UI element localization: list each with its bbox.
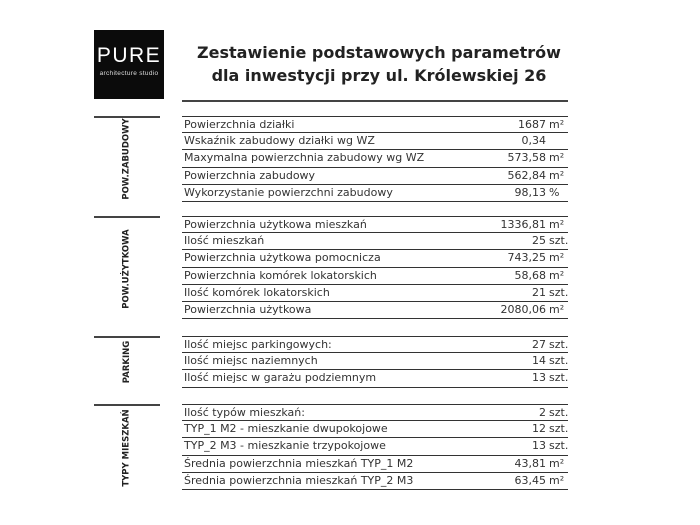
title-line-2: dla inwestycji przy ul. Królewskiej 26 bbox=[211, 66, 547, 85]
table-row bbox=[182, 473, 568, 490]
table-row bbox=[182, 285, 568, 302]
row-value: 13 bbox=[532, 439, 546, 453]
section-1 bbox=[94, 216, 568, 320]
row-value: 573,58 bbox=[507, 151, 546, 165]
section-label-text: POW.UŻYTKOWA bbox=[122, 229, 133, 309]
section-rows bbox=[182, 336, 568, 388]
row-label: Maxymalna powierzchnia zabudowy wg WZ bbox=[184, 151, 425, 165]
row-unit: szt. bbox=[549, 338, 569, 351]
table-row bbox=[182, 250, 568, 267]
row-unit: m² bbox=[549, 218, 565, 231]
row-unit: szt. bbox=[549, 285, 569, 299]
row-label: Wykorzystanie powierzchni zabudowy bbox=[184, 185, 393, 199]
section-rows bbox=[182, 404, 568, 490]
section-rows bbox=[182, 216, 568, 319]
row-value: 743,25 bbox=[507, 251, 546, 265]
row-label: Powierzchnia użytkowa pomocnicza bbox=[184, 251, 381, 265]
row-value: 14 bbox=[532, 354, 546, 368]
row-value: 1336,81 bbox=[500, 218, 546, 231]
row-label: Ilość miejsc naziemnych bbox=[184, 354, 318, 368]
row-label: Średnia powierzchnia mieszkań TYP_2 M3 bbox=[184, 473, 414, 487]
table-row bbox=[182, 404, 568, 421]
logo-name: PURE bbox=[96, 44, 162, 67]
row-value: 43,81 bbox=[514, 456, 546, 470]
row-value: 1687 bbox=[518, 118, 546, 131]
row-unit: m² bbox=[549, 151, 565, 165]
table-row bbox=[182, 133, 568, 150]
logo-subtitle: architecture studio bbox=[99, 70, 159, 77]
table-row bbox=[182, 185, 568, 202]
row-label: Ilość miejsc parkingowych: bbox=[184, 338, 332, 351]
row-label: Ilość mieszkań bbox=[184, 234, 265, 248]
table-row bbox=[182, 302, 568, 319]
row-value: 13 bbox=[532, 371, 546, 385]
row-value: 58,68 bbox=[514, 268, 546, 282]
section-2 bbox=[94, 336, 568, 386]
row-unit: m² bbox=[549, 473, 565, 487]
table-row bbox=[182, 421, 568, 438]
row-label: Średnia powierzchnia mieszkań TYP_1 M2 bbox=[184, 456, 414, 470]
row-value: 12 bbox=[532, 422, 546, 436]
table-row bbox=[182, 216, 568, 233]
row-label: Wskaźnik zabudowy działki wg WZ bbox=[184, 134, 375, 148]
row-value: 21 bbox=[532, 285, 546, 299]
title-line-1: Zestawienie podstawowych parametrów bbox=[197, 43, 561, 62]
row-label: Powierzchnia komórek lokatorskich bbox=[184, 268, 377, 282]
row-label: Ilość typów mieszkań: bbox=[184, 406, 305, 419]
row-unit: szt. bbox=[549, 234, 569, 248]
row-label: Powierzchnia użytkowa bbox=[184, 302, 312, 316]
row-value: 98,13 bbox=[514, 185, 546, 199]
section-label-text: POW.ZABUDOWY bbox=[122, 118, 132, 200]
row-value: 0,34 bbox=[521, 134, 546, 148]
section-label bbox=[94, 338, 160, 386]
row-unit: m² bbox=[549, 302, 565, 316]
table-row bbox=[182, 438, 568, 455]
row-unit: szt. bbox=[549, 354, 569, 368]
row-label: Ilość miejsc w garażu podziemnym bbox=[184, 371, 377, 385]
table-row bbox=[182, 233, 568, 250]
row-unit: m² bbox=[549, 168, 565, 182]
row-label: Powierzchnia działki bbox=[184, 118, 295, 131]
table-row bbox=[182, 116, 568, 133]
row-value: 25 bbox=[532, 234, 546, 248]
row-value: 562,84 bbox=[507, 168, 546, 182]
table-row bbox=[182, 456, 568, 473]
table-row bbox=[182, 150, 568, 167]
row-unit: m² bbox=[549, 456, 565, 470]
row-value: 2080,06 bbox=[500, 302, 546, 316]
section-label bbox=[94, 406, 160, 490]
row-label: Powierzchnia użytkowa mieszkań bbox=[184, 218, 367, 231]
row-label: Ilość komórek lokatorskich bbox=[184, 285, 330, 299]
row-unit: szt. bbox=[549, 439, 569, 453]
row-unit: szt. bbox=[549, 371, 569, 385]
row-label: TYP_2 M3 - mieszkanie trzypokojowe bbox=[184, 439, 386, 453]
table-row bbox=[182, 370, 568, 387]
table-row bbox=[182, 168, 568, 185]
table-row bbox=[182, 336, 568, 353]
row-value: 2 bbox=[539, 406, 546, 419]
section-rows bbox=[182, 116, 568, 202]
section-label bbox=[94, 218, 160, 320]
row-value: 63,45 bbox=[514, 473, 546, 487]
table-row bbox=[182, 268, 568, 285]
row-unit: m² bbox=[549, 251, 565, 265]
section-0 bbox=[94, 116, 568, 200]
row-unit: m² bbox=[549, 268, 565, 282]
table-row bbox=[182, 353, 568, 370]
logo bbox=[94, 30, 164, 99]
section-3 bbox=[94, 404, 568, 490]
row-unit: m² bbox=[549, 118, 565, 131]
page-title bbox=[182, 41, 576, 87]
row-unit: szt. bbox=[549, 422, 569, 436]
section-label-text: TYPY MIESZKAŃ bbox=[122, 409, 133, 487]
row-label: Powierzchnia zabudowy bbox=[184, 168, 316, 182]
title-divider bbox=[182, 100, 568, 102]
section-label bbox=[94, 118, 160, 200]
row-label: TYP_1 M2 - mieszkanie dwupokojowe bbox=[184, 422, 388, 436]
row-unit: szt. bbox=[549, 406, 569, 419]
section-label-text: PARKING bbox=[121, 340, 132, 384]
row-value: 27 bbox=[532, 338, 546, 351]
row-unit: % bbox=[549, 185, 560, 199]
